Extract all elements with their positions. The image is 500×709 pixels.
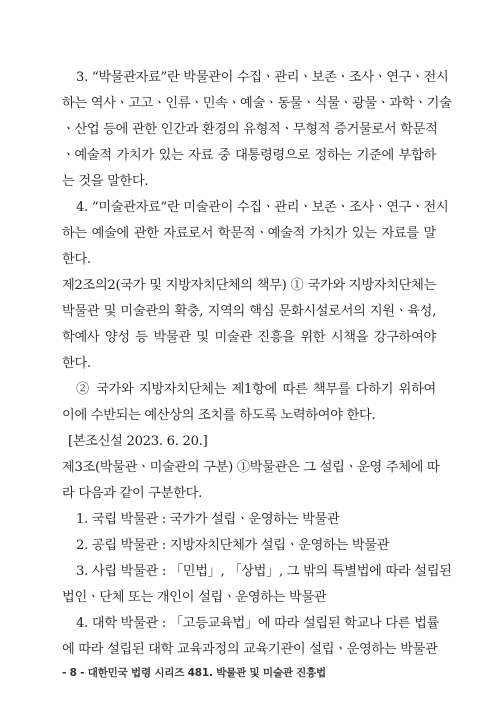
text-line: 3. “박물관자료”란 박물관이 수집ㆍ관리ㆍ보존ㆍ조사ㆍ연구ㆍ전시 [76, 70, 449, 85]
text-line: ㆍ산업 등에 관한 인간과 환경의 유형적ㆍ무형적 증거물로서 학문적 [62, 122, 438, 137]
text-line: 박물관 및 미술관의 확충, 지역의 핵심 문화시설로서의 지원ㆍ육성, [62, 304, 436, 319]
text-line: ② 국가와 지방자치단체는 제1항에 따른 책무를 다하기 위하여 [76, 382, 436, 397]
list-item: 1. 국립 박물관 : 국가가 설립ㆍ운영하는 박물관 [76, 512, 340, 527]
list-item: 3. 사립 박물관 : 「민법」, 「상법」, 그 밖의 특별법에 따라 설립된 [76, 564, 452, 579]
text-line: ㆍ예술적 가치가 있는 자료 중 대통령령으로 정하는 기준에 부합하 [62, 148, 436, 163]
text-line: 이에 수반되는 예산상의 조치를 하도록 노력하여야 한다. [62, 408, 376, 423]
text-line: 한다. [62, 252, 91, 267]
text-line: 하는 역사ㆍ고고ㆍ인류ㆍ민속ㆍ예술ㆍ동물ㆍ식물ㆍ광물ㆍ과학ㆍ기술 [62, 96, 452, 111]
page-footer: - 8 - 대한민국 법령 시리즈 481. 박물관 및 미술관 진흥법 [62, 667, 326, 679]
text-line: 는 것을 말한다. [62, 174, 149, 189]
list-item: 4. 대학 박물관 : 「고등교육법」에 따라 설립된 학교나 다른 법률 [76, 616, 440, 631]
text-line: 4. “미술관자료”란 미술관이 수집ㆍ관리ㆍ보존ㆍ조사ㆍ연구ㆍ전시 [76, 200, 449, 215]
text-line: 에 따라 설립된 대학 교육과정의 교육기관이 설립ㆍ운영하는 박물관 [62, 642, 438, 657]
text-line: 법인ㆍ단체 또는 개인이 설립ㆍ운영하는 박물관 [62, 590, 327, 605]
text-line: 한다. [62, 356, 91, 371]
text-line: 하는 예술에 관한 자료로서 학문적ㆍ예술적 가치가 있는 자료를 말 [62, 226, 436, 241]
list-item: 2. 공립 박물관 : 지방자치단체가 설립ㆍ운영하는 박물관 [76, 538, 390, 553]
text-line: 학예사 양성 등 박물관 및 미술관 진흥을 위한 시책을 강구하여야 [62, 330, 436, 345]
article-heading: 제3조(박물관ㆍ미술관의 구분) ①박물관은 그 설립ㆍ운영 주체에 따 [62, 460, 440, 475]
amendment-note: [본조신설 2023. 6. 20.] [68, 434, 208, 449]
text-line: 라 다음과 같이 구분한다. [62, 486, 202, 501]
article-heading: 제2조의2(국가 및 지방자치단체의 책무) ① 국가와 지방자치단체는 [62, 278, 436, 293]
